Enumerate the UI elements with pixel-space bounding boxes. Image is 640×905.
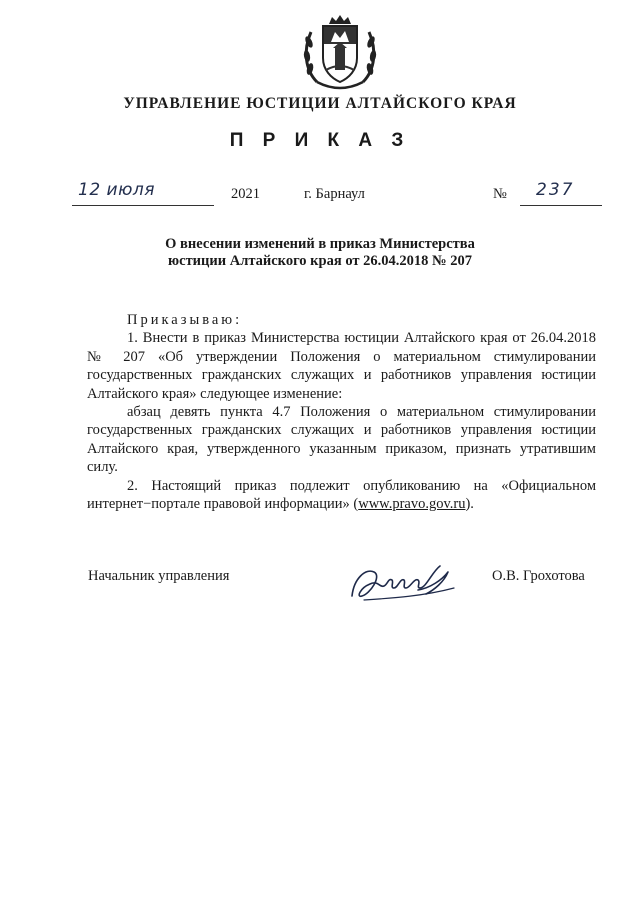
date-handwritten: 12 июля <box>78 180 155 200</box>
city: г. Барнаул <box>304 186 365 202</box>
order-item-1: 1. Внести в приказ Министерства юстиции Алтайского края от 26.04.2018 № 207 «Об утверждении Положения о материальном стимулировании государственных гражданских служащих и работников управления юстиции Алтайского края» следующее изменение: <box>87 330 596 402</box>
date-year: 2021 <box>231 186 260 202</box>
pravo-link[interactable]: www.pravo.gov.ru <box>358 496 466 513</box>
handwritten-signature-icon <box>344 558 464 608</box>
organization-name: УПРАВЛЕНИЕ ЮСТИЦИИ АЛТАЙСКОГО КРАЯ <box>123 95 517 112</box>
altai-krai-coat-of-arms-icon <box>299 12 381 94</box>
number-handwritten: 237 <box>536 180 575 200</box>
order-item-1-detail: абзац девять пункта 4.7 Положения о материальном стимулировании государственных гражданских служащих и работников управления юстиции Алтайского края, утвержденного указанным приказом, признать утратившим силу. <box>87 404 596 476</box>
number-sign: № <box>493 186 507 202</box>
number-field <box>520 180 602 206</box>
order-item-2-text: 2. Настоящий приказ подлежит опубликованию на «Официальном интернет−портале правовой информации» ( <box>87 477 596 513</box>
document-body <box>87 311 596 513</box>
signatory-role: Начальник управления <box>88 568 230 584</box>
subject-line-1: О внесении изменений в приказ Министерства <box>165 236 475 252</box>
order-item-2 <box>87 477 596 514</box>
document-title: П Р И К А З <box>229 130 411 151</box>
date-field <box>72 180 214 206</box>
subject-line-2: юстиции Алтайского края от 26.04.2018 № 207 <box>168 253 472 269</box>
signatory-name: О.В. Грохотова <box>492 568 585 584</box>
order-item-2-end: ). <box>465 496 474 513</box>
order-intro: Приказываю: <box>127 312 243 328</box>
document-subject <box>120 236 520 270</box>
